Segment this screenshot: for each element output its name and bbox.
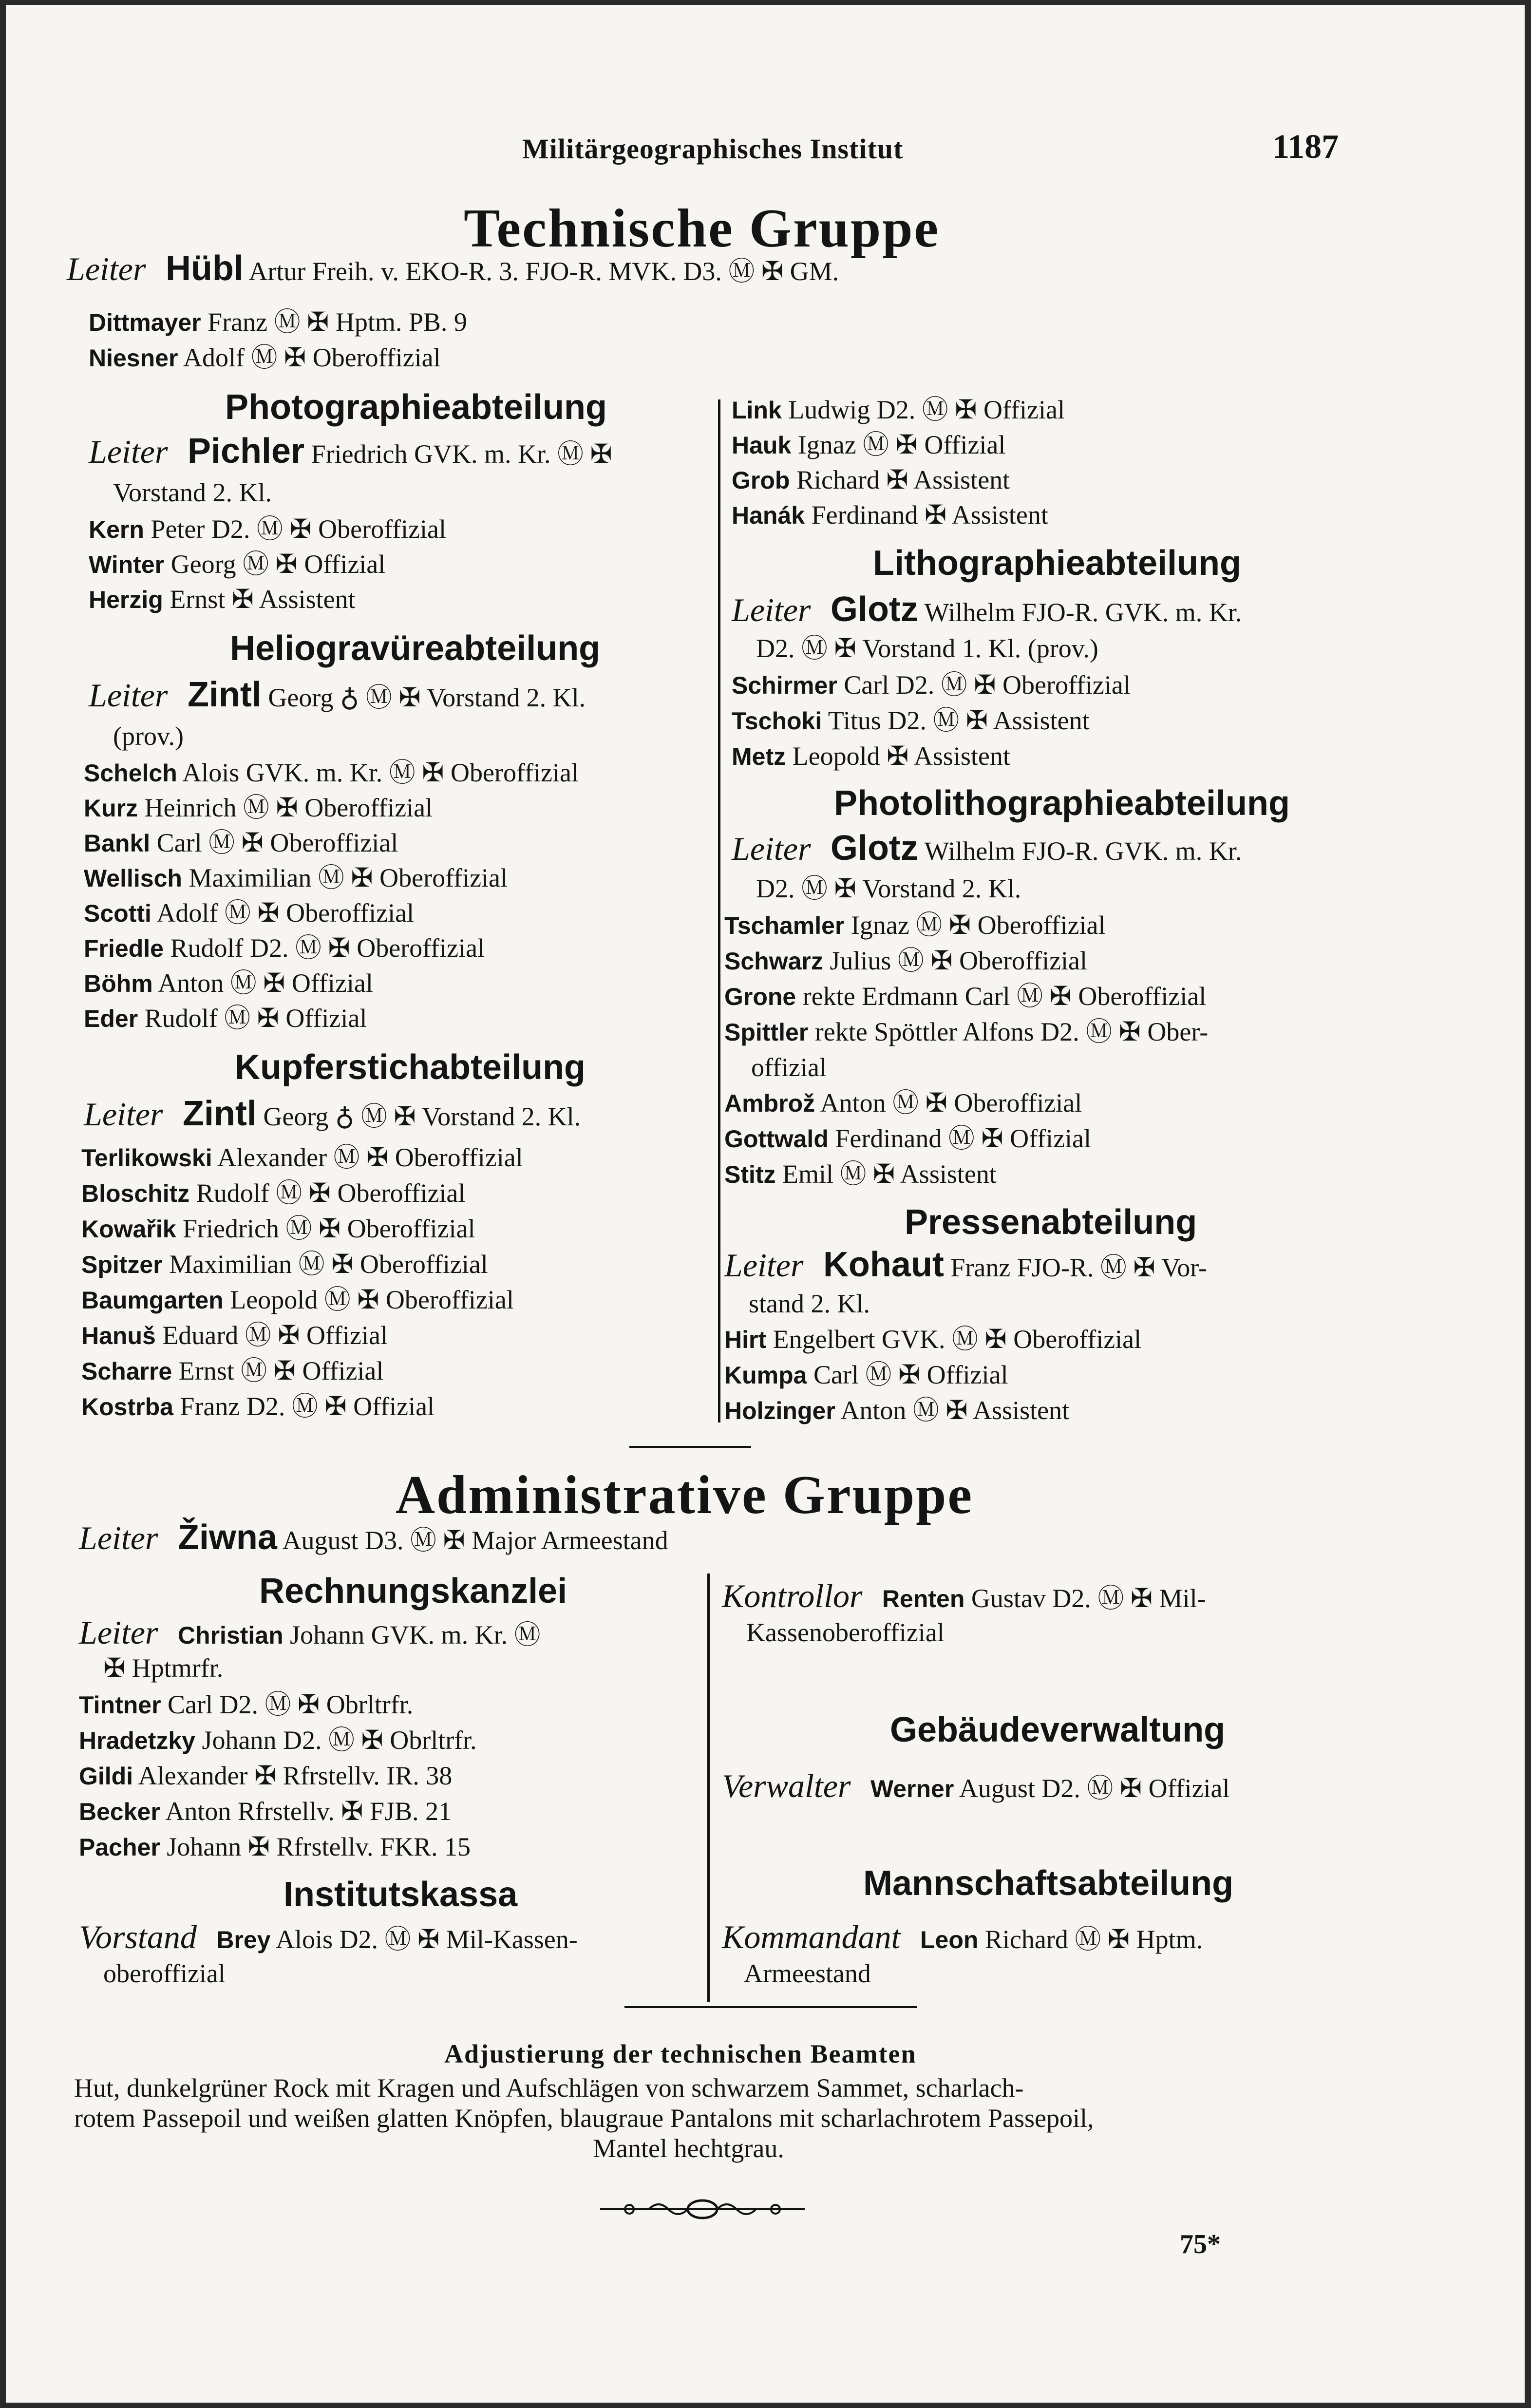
person-details: Wilhelm FJO-R. GVK. m. Kr.	[924, 598, 1242, 627]
role-label: Kontrollor	[722, 1577, 863, 1614]
photolithographie-leiter-line	[732, 831, 1242, 869]
person-details: Richard ✠ Assistent	[796, 465, 1010, 494]
kupferstich-leiter-line	[84, 1096, 581, 1134]
person-surname: Becker	[79, 1798, 160, 1825]
person-details: rekte Erdmann Carl Ⓜ ✠ Oberoffizial	[802, 982, 1207, 1011]
person-details: Johann D2. Ⓜ ✠ Obrltrfr.	[202, 1725, 477, 1755]
list-item	[89, 304, 467, 340]
section-title-lithographie: Lithographieabteilung	[873, 544, 1241, 583]
person-details: Rudolf Ⓜ ✠ Offizial	[144, 1004, 367, 1033]
person-surname: Renten	[882, 1585, 965, 1612]
person-surname: Bloschitz	[81, 1180, 190, 1207]
person-surname: Bankl	[84, 830, 151, 857]
leiter-continuation: D2. Ⓜ ✠ Vorstand 2. Kl.	[756, 874, 1021, 903]
person-details: Franz D2. Ⓜ ✠ Offizial	[180, 1392, 435, 1421]
person-surname: Pichler	[187, 432, 305, 471]
person-details: Richard Ⓜ ✠ Hptm.	[984, 1925, 1203, 1954]
role-label: Leiter	[84, 1096, 163, 1133]
list-item	[732, 427, 1005, 463]
section-title-mannschaft: Mannschaftsabteilung	[863, 1864, 1234, 1903]
list-item	[724, 979, 1206, 1014]
signature-mark: 75*	[1180, 2229, 1221, 2259]
list-item	[89, 512, 446, 547]
person-surname: Zintl	[182, 1094, 257, 1133]
person-surname: Spittler	[724, 1019, 809, 1046]
list-item	[84, 755, 579, 791]
person-details: rekte Spöttler Alfons D2. Ⓜ ✠ Ober-	[814, 1017, 1209, 1046]
book-page	[6, 5, 1525, 2403]
list-item	[84, 825, 398, 861]
person-details: Franz Ⓜ ✠ Hptm. PB. 9	[208, 307, 467, 337]
person-surname: Zintl	[187, 675, 262, 714]
list-item	[732, 392, 1065, 428]
list-item	[84, 966, 373, 1001]
person-details: Leopold ✠ Assistent	[792, 741, 1010, 771]
ornament-flourish	[595, 2195, 810, 2224]
person-details: Anton Ⓜ ✠ Offizial	[158, 968, 373, 998]
list-item	[81, 1176, 465, 1211]
person-details: Johann GVK. m. Kr. Ⓜ	[290, 1620, 541, 1650]
person-details: Georg Ⓜ ✠ Offizial	[170, 550, 386, 579]
kassa-vorstand-line	[79, 1919, 578, 1957]
role-label: Kommandant	[722, 1918, 901, 1955]
person-surname: Schelch	[84, 759, 177, 787]
person-details: Ernst ✠ Assistent	[170, 585, 356, 614]
person-surname: Schwarz	[724, 948, 823, 975]
person-surname: Kurz	[84, 795, 138, 822]
list-item	[79, 1794, 452, 1829]
role-label: Leiter	[79, 1614, 158, 1651]
person-details: Ferdinand ✠ Assistent	[811, 500, 1048, 530]
section-title-photolithographie: Photolithographieabteilung	[834, 784, 1290, 823]
person-details: Anton Ⓜ ✠ Oberoffizial	[820, 1088, 1082, 1118]
person-surname: Werner	[870, 1775, 954, 1802]
section-title-rechnung: Rechnungskanzlei	[259, 1572, 567, 1611]
section-title-kupferstich: Kupferstichabteilung	[235, 1048, 586, 1087]
person-surname: Spitzer	[81, 1251, 163, 1278]
person-details: Ludwig D2. Ⓜ ✠ Offizial	[788, 395, 1065, 424]
list-item	[732, 462, 1010, 498]
role-label: Leiter	[89, 677, 168, 714]
person-surname: Pacher	[79, 1834, 160, 1861]
person-surname: Eder	[84, 1005, 138, 1032]
person-details: Carl D2. Ⓜ ✠ Obrltrfr.	[168, 1690, 414, 1719]
leiter-continuation: D2. Ⓜ ✠ Vorstand 1. Kl. (prov.)	[756, 634, 1098, 663]
person-details: Alois GVK. m. Kr. Ⓜ ✠ Oberoffizial	[182, 758, 579, 787]
person-details: Carl Ⓜ ✠ Offizial	[813, 1360, 1008, 1389]
footer-line: rotem Passepoil und weißen glatten Knöpfen, blaugraue Pantalons mit scharlachrotem Passepoil,	[74, 2104, 1094, 2133]
person-details: Emil Ⓜ ✠ Assistent	[782, 1159, 997, 1189]
list-item	[81, 1353, 383, 1389]
footer-separator	[624, 2006, 917, 2008]
person-details: Titus D2. Ⓜ ✠ Assistent	[828, 706, 1090, 735]
person-surname: Grone	[724, 983, 796, 1010]
role-label: Verwalter	[722, 1767, 851, 1804]
person-surname: Dittmayer	[89, 309, 201, 336]
person-surname: Glotz	[830, 829, 918, 868]
column-divider	[718, 399, 720, 1422]
list-item	[84, 790, 433, 826]
list-item	[79, 1758, 452, 1794]
running-title: Militärgeographisches Institut	[522, 133, 904, 165]
list-item	[81, 1318, 388, 1353]
person-details: Julius Ⓜ ✠ Oberoffizial	[830, 946, 1088, 975]
list-item	[89, 547, 385, 582]
person-details: Anton Rfrstellv. ✠ FJB. 21	[165, 1797, 452, 1826]
list-item	[81, 1211, 475, 1247]
leiter-continuation: ✠ Hptmrfr.	[103, 1653, 224, 1683]
kontrollor-line	[722, 1578, 1206, 1616]
person-surname: Holzinger	[724, 1397, 835, 1424]
person-surname: Kohaut	[823, 1245, 944, 1284]
rechnung-leiter-line	[79, 1615, 541, 1653]
person-details: Peter D2. Ⓜ ✠ Oberoffizial	[151, 514, 446, 544]
leiter-continuation: Armeestand	[744, 1959, 871, 1988]
list-item	[79, 1723, 477, 1758]
person-details: Ernst Ⓜ ✠ Offizial	[178, 1356, 384, 1385]
person-surname: Hauk	[732, 432, 792, 459]
list-item	[724, 908, 1105, 943]
heliogravuere-leiter-line	[89, 677, 586, 715]
person-surname: Tintner	[79, 1691, 161, 1719]
person-details: Alois D2. Ⓜ ✠ Mil-Kassen-	[276, 1925, 578, 1954]
section-title-gebaeude: Gebäudeverwaltung	[890, 1710, 1226, 1749]
person-details: Anton Ⓜ ✠ Assistent	[840, 1396, 1070, 1425]
footer-title: Adjustierung der technischen Beamten	[444, 2039, 917, 2068]
person-surname: Link	[732, 397, 782, 424]
person-surname: Kumpa	[724, 1362, 807, 1389]
section-title-heliogravuere: Heliogravüreabteilung	[230, 629, 601, 668]
person-details: Gustav D2. Ⓜ ✠ Mil-	[971, 1584, 1206, 1613]
person-surname: Stitz	[724, 1161, 776, 1188]
list-item	[81, 1247, 488, 1282]
footer-line: Mantel hechtgrau.	[593, 2134, 784, 2163]
lithographie-leiter-line	[732, 592, 1242, 630]
person-details: Alexander ✠ Rfrstellv. IR. 38	[138, 1761, 453, 1790]
person-details: Leopold Ⓜ ✠ Oberoffizial	[230, 1285, 514, 1314]
person-surname: Žiwna	[177, 1518, 277, 1557]
person-surname: Friedle	[84, 935, 164, 962]
section-title-presse: Pressenabteilung	[905, 1203, 1197, 1242]
person-details: Carl Ⓜ ✠ Oberoffizial	[156, 828, 398, 857]
role-label: Leiter	[732, 830, 811, 867]
person-details: Georg ♁ Ⓜ ✠ Vorstand 2. Kl.	[263, 1102, 581, 1131]
list-item	[724, 1322, 1141, 1357]
person-details: Ferdinand Ⓜ ✠ Offizial	[835, 1124, 1092, 1153]
list-item	[732, 739, 1010, 774]
list-item	[89, 582, 356, 617]
person-details: Eduard Ⓜ ✠ Offizial	[162, 1321, 388, 1350]
list-item	[84, 860, 508, 896]
person-details: Engelbert GVK. Ⓜ ✠ Oberoffizial	[773, 1325, 1142, 1354]
list-item	[79, 1829, 471, 1865]
person-surname: Glotz	[830, 590, 918, 629]
person-details: offizial	[751, 1053, 827, 1082]
section-separator	[629, 1446, 751, 1448]
list-item	[732, 667, 1131, 703]
person-surname: Grob	[732, 467, 790, 494]
person-details: Ignaz Ⓜ ✠ Offizial	[797, 430, 1006, 459]
role-label: Leiter	[67, 250, 146, 287]
list-item	[84, 930, 485, 966]
person-details: Friedrich Ⓜ ✠ Oberoffizial	[183, 1214, 475, 1243]
person-surname: Terlikowski	[81, 1144, 212, 1172]
list-item	[81, 1140, 523, 1176]
leiter-continuation: (prov.)	[113, 721, 184, 751]
list-item	[732, 497, 1048, 533]
person-surname: Kowařik	[81, 1215, 176, 1243]
section-title-photographie: Photographieabteilung	[225, 388, 607, 427]
person-details: August D3. Ⓜ ✠ Major Armeestand	[282, 1526, 668, 1555]
person-details: Johann ✠ Rfrstellv. FKR. 15	[167, 1832, 471, 1861]
role-label: Leiter	[724, 1247, 804, 1284]
technische-gruppe-title: Technische Gruppe	[464, 198, 940, 259]
person-details: Rudolf D2. Ⓜ ✠ Oberoffizial	[170, 933, 485, 963]
person-surname: Kostrba	[81, 1393, 173, 1421]
person-surname: Scotti	[84, 900, 151, 927]
person-surname: Kern	[89, 516, 144, 543]
person-details: Adolf Ⓜ ✠ Oberoffizial	[156, 898, 415, 928]
leiter-continuation: Vorstand 2. Kl.	[113, 478, 272, 507]
person-surname: Hanák	[732, 502, 805, 529]
role-label: Leiter	[79, 1519, 158, 1556]
column-divider	[707, 1574, 710, 2002]
list-item	[81, 1282, 514, 1318]
person-details: Rudolf Ⓜ ✠ Oberoffizial	[196, 1178, 466, 1208]
person-surname: Hanuš	[81, 1322, 156, 1349]
person-surname: Leon	[920, 1926, 979, 1953]
page-number: 1187	[1272, 128, 1339, 166]
person-details: Maximilian Ⓜ ✠ Oberoffizial	[169, 1250, 488, 1279]
person-details: Adolf Ⓜ ✠ Oberoffizial	[183, 343, 441, 372]
person-surname: Gottwald	[724, 1125, 829, 1153]
list-item	[89, 340, 441, 376]
person-details: Heinrich Ⓜ ✠ Oberoffizial	[144, 793, 433, 822]
person-details: Ignaz Ⓜ ✠ Oberoffizial	[851, 910, 1106, 940]
person-surname: Hübl	[165, 249, 244, 288]
presse-leiter-line	[724, 1247, 1207, 1285]
person-surname: Metz	[732, 743, 786, 770]
person-surname: Böhm	[84, 970, 153, 997]
list-item	[79, 1687, 413, 1723]
person-details: Franz FJO-R. Ⓜ ✠ Vor-	[950, 1253, 1208, 1282]
person-surname: Schirmer	[732, 672, 837, 699]
list-item	[84, 895, 414, 931]
person-details: Georg ♁ Ⓜ ✠ Vorstand 2. Kl.	[268, 683, 586, 712]
person-surname: Gildi	[79, 1763, 133, 1790]
person-details: August D2. Ⓜ ✠ Offizial	[959, 1774, 1230, 1803]
person-surname: Scharre	[81, 1358, 172, 1385]
list-item	[724, 1121, 1091, 1157]
photographie-leiter-line	[89, 434, 612, 472]
footer-line: Hut, dunkelgrüner Rock mit Kragen und Aufschlägen von schwarzem Sammet, scharlach-	[74, 2073, 1024, 2103]
list-item	[724, 1157, 997, 1192]
list-item	[724, 1393, 1069, 1428]
list-item	[724, 943, 1087, 979]
person-surname: Niesner	[89, 344, 178, 372]
person-surname: Baumgarten	[81, 1287, 224, 1314]
person-surname: Winter	[89, 551, 165, 578]
list-item	[724, 1085, 1082, 1121]
person-details: Wilhelm FJO-R. GVK. m. Kr.	[924, 836, 1242, 866]
person-details: Alexander Ⓜ ✠ Oberoffizial	[217, 1143, 523, 1172]
person-surname: Christian	[177, 1622, 284, 1649]
person-details: Maximilian Ⓜ ✠ Oberoffizial	[189, 863, 508, 892]
role-label: Vorstand	[79, 1918, 197, 1955]
list-item	[84, 1001, 367, 1036]
leiter-continuation: Kassenoberoffizial	[746, 1618, 945, 1647]
list-item	[724, 1357, 1008, 1393]
list-item	[732, 703, 1090, 739]
person-surname: Herzig	[89, 586, 163, 613]
person-surname: Tschoki	[732, 707, 822, 735]
leiter-continuation: stand 2. Kl.	[749, 1289, 870, 1318]
person-details: Friedrich GVK. m. Kr. Ⓜ ✠	[311, 439, 612, 469]
person-surname: Hirt	[724, 1326, 767, 1353]
person-surname: Tschamler	[724, 912, 845, 939]
kommandant-line	[722, 1919, 1203, 1957]
administrative-leiter-line	[79, 1520, 668, 1558]
section-title-kassa: Institutskassa	[284, 1875, 518, 1914]
person-surname: Wellisch	[84, 865, 182, 892]
technische-leiter-line	[67, 251, 839, 289]
role-label: Leiter	[732, 591, 811, 628]
administrative-gruppe-title: Administrative Gruppe	[396, 1465, 974, 1525]
person-surname: Brey	[216, 1926, 271, 1953]
leiter-continuation: oberoffizial	[103, 1959, 226, 1988]
person-surname: Hradetzky	[79, 1727, 195, 1754]
list-item	[751, 1050, 827, 1085]
person-surname: Ambrož	[724, 1090, 815, 1117]
role-label: Leiter	[89, 433, 168, 470]
person-details: Carl D2. Ⓜ ✠ Oberoffizial	[844, 670, 1131, 700]
person-details: Artur Freih. v. EKO-R. 3. FJO-R. MVK. D3. Ⓜ ✠ GM.	[248, 257, 839, 286]
verwalter-line	[722, 1768, 1230, 1806]
list-item	[724, 1014, 1208, 1050]
list-item	[81, 1389, 435, 1424]
